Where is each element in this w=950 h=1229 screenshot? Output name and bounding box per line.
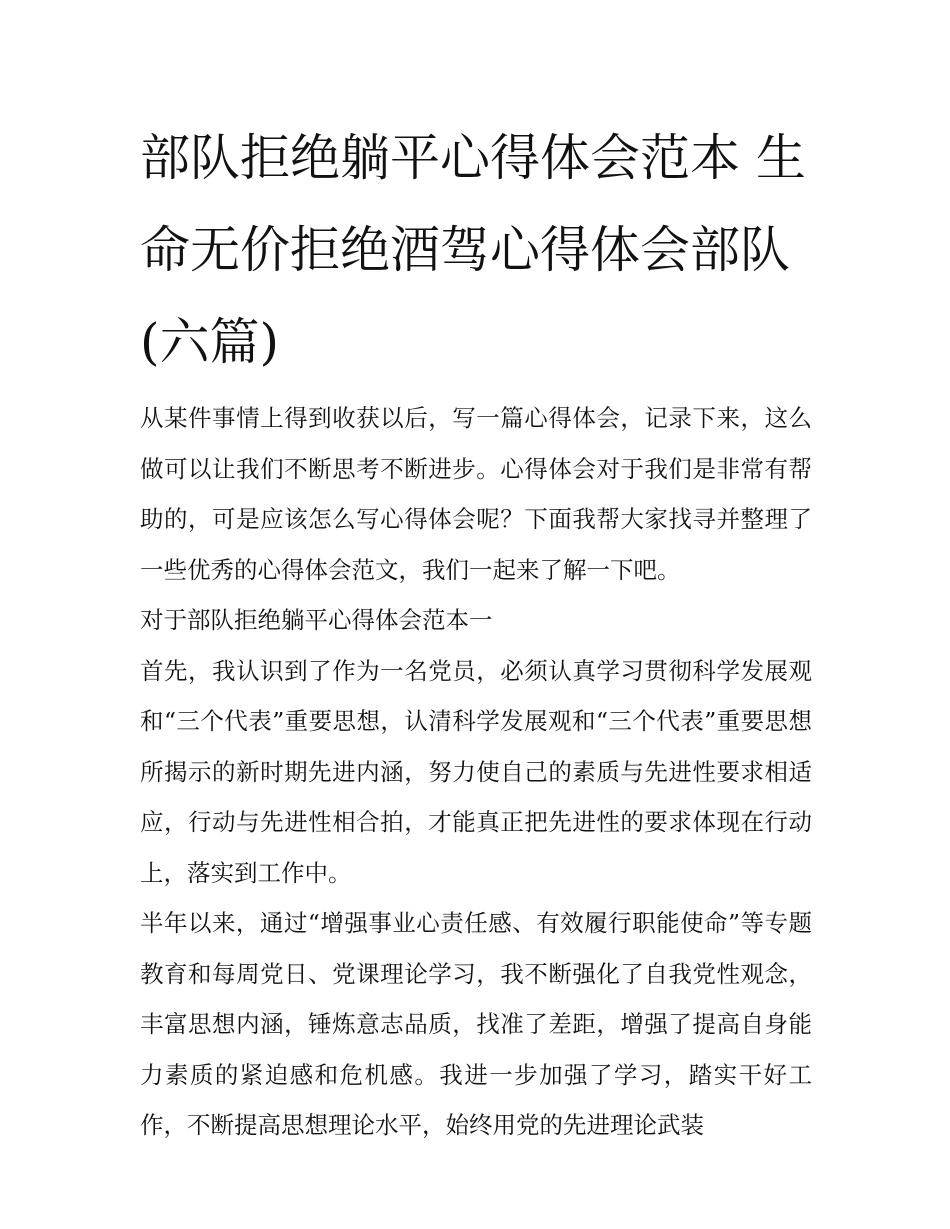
document-body: [140, 112, 812, 1151]
intro-paragraph: 从某件事情上得到收获以后，写一篇心得体会，记录下来，这么做可以让我们不断思考不断进步。心得体会对于我们是非常有帮助的，可是应该怎么写心得体会呢？下面我帮大家找寻并整理了一些优秀的心得体会范文，我们一起来了解一下吧。: [140, 404, 812, 584]
section-heading: 对于部队拒绝躺平心得体会范本一: [140, 606, 493, 634]
body-paragraph: 首先，我认识到了作为一名党员，必须认真学习贯彻科学发展观和“三个代表”重要思想，认清科学发展观和“三个代表”重要思想所揭示的新时期先进内涵，努力使自己的素质与先进性要求相适应，行动与先进性相合拍，才能真正把先进性的要求体现在行动上，落实到工作中。: [140, 656, 812, 887]
body-paragraph: 半年以来，通过“增强事业心责任感、有效履行职能使命”等专题教育和每周党日、党课理论学习，我不断强化了自我党性观念，丰富思想内涵，锤炼意志品质，找准了差距，增强了提高自身能力素质的紧迫感和危机感。我进一步加强了学习，踏实干好工作，不断提高思想理论水平，始终用党的先进理论武装: [140, 909, 812, 1139]
document-title: 部队拒绝躺平心得体会范本 生命无价拒绝酒驾心得体会部队(六篇): [140, 129, 806, 371]
